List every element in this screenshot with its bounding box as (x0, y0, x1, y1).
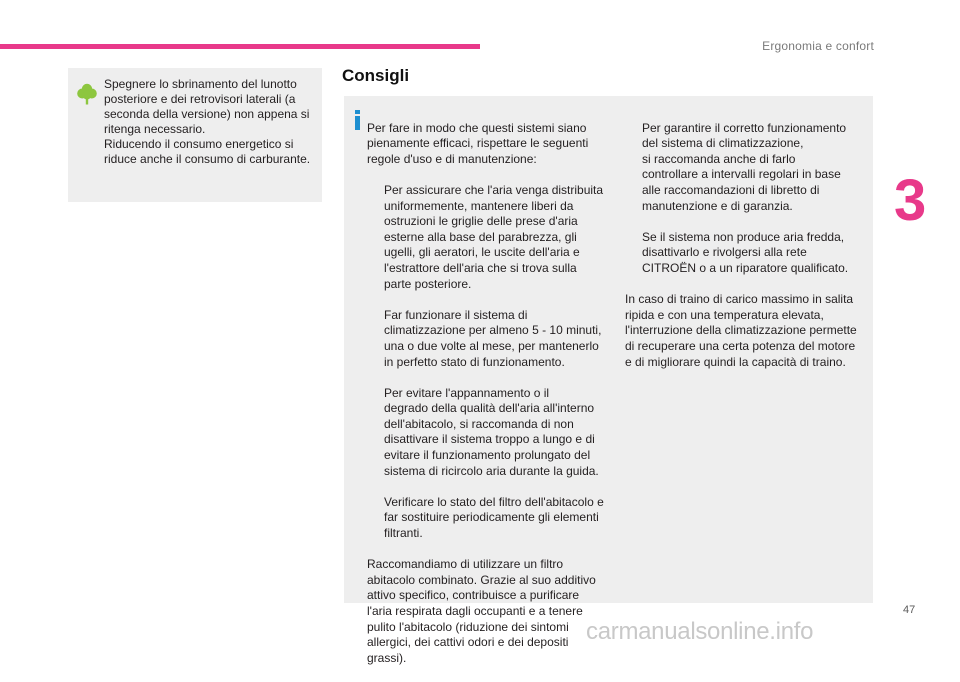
list-item (367, 308, 612, 370)
advice-right-column (625, 105, 865, 386)
list-item (625, 230, 865, 277)
section-title: Ergonomia e confort (762, 39, 874, 53)
list-item (367, 183, 612, 292)
list-item-text: Verificare lo stato del filtro dell'abitacolo e far sostituire periodicamente gli elementi filtranti. (384, 494, 604, 541)
info-icon (353, 110, 362, 130)
advice-title: Consigli (342, 66, 410, 85)
list-item-text: Per evitare l'appannamento o il degrado della qualità dell'aria all'interno dell'abitacolo, si raccomanda di non disattivare il sistema troppo a lungo e di evitare il funzionamento prolungato del sistema di ricircolo aria durante la guida. (384, 385, 599, 478)
header-accent-bar (0, 44, 480, 49)
advice-left-closing: Raccomandiamo di utilizzare un filtro abitacolo combinato. Grazie al suo additivo attivo specifico, contribuisce a purificare l'aria respirata dagli occupanti e a tenere pulito l'abitacolo (riduzione dei sintomi allergici, dei cattivi odori e dei depositi grassi). (367, 557, 596, 665)
page-number: 47 (903, 604, 916, 616)
list-item-text: Far funzionare il sistema di climatizzazione per almeno 5 - 10 minuti, una o due volte al mese, per mantenerlo in perfetto stato di funzionamento. (384, 307, 602, 369)
chapter-number: 3 (894, 168, 927, 233)
list-item (367, 386, 612, 480)
advice-intro: Per fare in modo che questi sistemi siano pienamente efficaci, rispettare le seguenti regole d'uso e di manutenzione: (367, 120, 589, 166)
list-item (625, 121, 865, 215)
eco-tip-text: Spegnere lo sbrinamento del lunotto posteriore e dei retrovisori laterali (a seconda della versione) non appena si ritenga necessario. Riducendo il consumo energetico si riduce anche il consumo di carburante. (104, 77, 311, 166)
advice-right-closing: In caso di traino di carico massimo in salita ripida e con una temperatura elevata, l'interruzione della climatizzazione permette di recuperare una certa potenza del motore e di migliorare quindi la capacità di traino. (625, 292, 857, 369)
list-item (367, 495, 612, 542)
list-item-text: Per garantire il corretto funzionamento del sistema di climatizzazione, si raccomanda anche di farlo controllare a intervalli regolari in base alle raccomandazioni di libretto di manutenzione e di garanzia. (642, 120, 847, 213)
list-item-text: Per assicurare che l'aria venga distribuita uniformemente, mantenere liberi da ostruzioni le griglie delle prese d'aria esterne alla base del parabrezza, gli ugelli, gli aeratori, le uscite dell'aria e l'estrattore dell'aria che si trova sulla parte posteriore. (384, 182, 604, 291)
tree-icon (77, 83, 97, 105)
watermark: carmanualsonline.info (586, 618, 814, 645)
list-item-text: Se il sistema non produce aria fredda, disattivarlo e rivolgersi alla rete CITROËN o a un riparatore qualificato. (642, 229, 849, 275)
advice-left-column (367, 105, 612, 682)
eco-tip-box (68, 68, 322, 202)
